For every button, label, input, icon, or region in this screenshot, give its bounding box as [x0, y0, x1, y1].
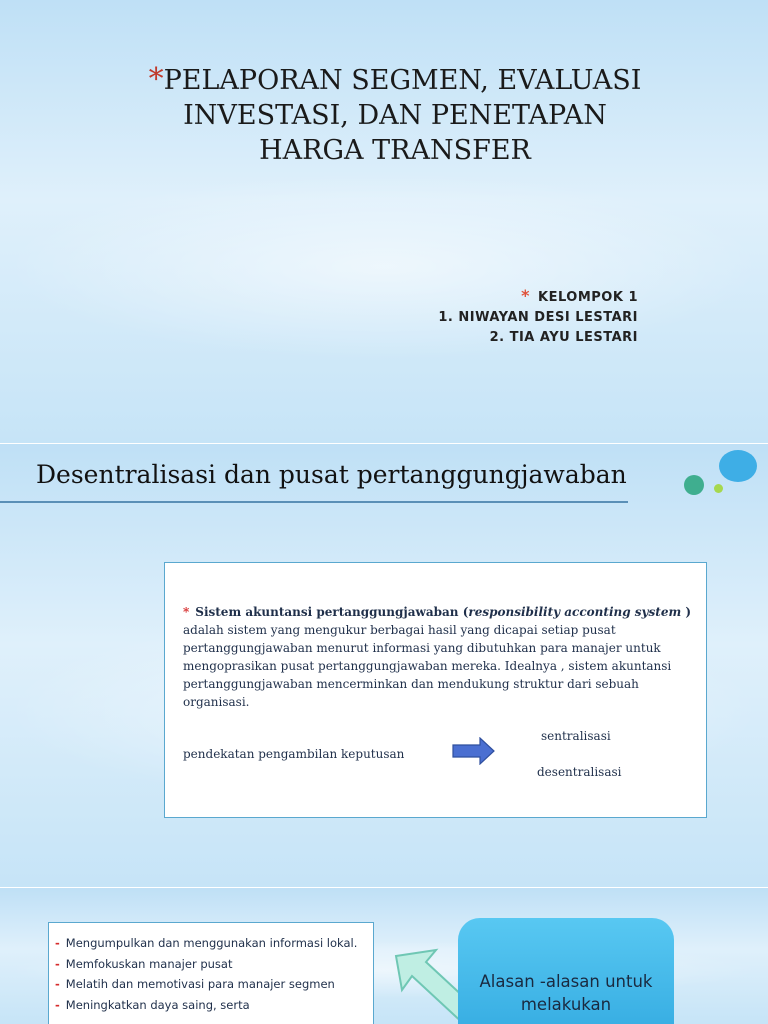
title-underline: [0, 501, 628, 503]
group-asterisk: *: [521, 286, 530, 305]
title-slide: [0, 0, 768, 444]
reasons-callout-text: Alasan -alasan untuk melakukan: [479, 972, 653, 1014]
list-item: - Meningkatkan daya saing, serta: [55, 997, 250, 1012]
slide-title: Desentralisasi dan pusat pertanggungjawaban: [36, 460, 627, 489]
decor-circle-green: [684, 475, 704, 495]
presentation-title: [100, 62, 690, 168]
group-info: [438, 286, 638, 348]
bullet-asterisk: *: [183, 605, 190, 619]
list-item: - Mengumpulkan dan menggunakan informasi lokal.: [55, 936, 358, 950]
decentralization-slide: [0, 444, 768, 888]
definition-line-2: pertanggungjawaban menurut informasi yang dibutuhkan para manajer untuk: [183, 641, 661, 655]
definition-line-3: mengoprasikan pusat pertanggungjawaban mereka. Idealnya , sistem akuntansi: [183, 659, 672, 673]
member-1: 1. NIWAYAN DESI LESTARI: [438, 310, 638, 325]
title-line-1: PELAPORAN SEGMEN, EVALUASI: [163, 65, 642, 96]
decor-circle-blue: [719, 450, 757, 482]
option-decentralization: desentralisasi: [537, 765, 622, 779]
term-close: ): [681, 605, 692, 619]
definition-paragraph: [183, 603, 693, 711]
reasons-slide: [0, 888, 768, 1024]
group-label: KELOMPOK 1: [538, 290, 638, 305]
term-label: Sistem akuntansi pertanggungjawaban (: [195, 605, 469, 619]
definition-line-5: organisasi.: [183, 695, 250, 709]
member-2: 2. TIA AYU LESTARI: [489, 330, 638, 345]
approach-label: pendekatan pengambilan keputusan: [183, 747, 405, 761]
right-arrow-icon: [452, 737, 496, 765]
definition-line-1: adalah sistem yang mengukur berbagai hasil yang dicapai setiap pusat: [183, 623, 616, 637]
list-item: - Memfokuskan manajer pusat: [55, 956, 233, 971]
title-line-3: HARGA TRANSFER: [259, 135, 531, 166]
decor-circle-lime: [714, 484, 723, 493]
title-line-2: INVESTASI, DAN PENETAPAN: [183, 100, 607, 131]
reasons-list: [55, 933, 357, 1015]
list-item: - Melatih dan memotivasi para manajer segmen: [55, 977, 335, 991]
title-asterisk: *: [148, 62, 164, 97]
reasons-callout: [458, 918, 674, 1024]
definition-line-4: pertanggungjawaban mencerminkan dan mendukung struktur dari sebuah: [183, 677, 639, 691]
option-centralization: sentralisasi: [541, 729, 611, 743]
term-english: responsibility acconting system: [468, 605, 682, 619]
definition-box: [164, 562, 707, 818]
reasons-list-box: [48, 922, 374, 1024]
